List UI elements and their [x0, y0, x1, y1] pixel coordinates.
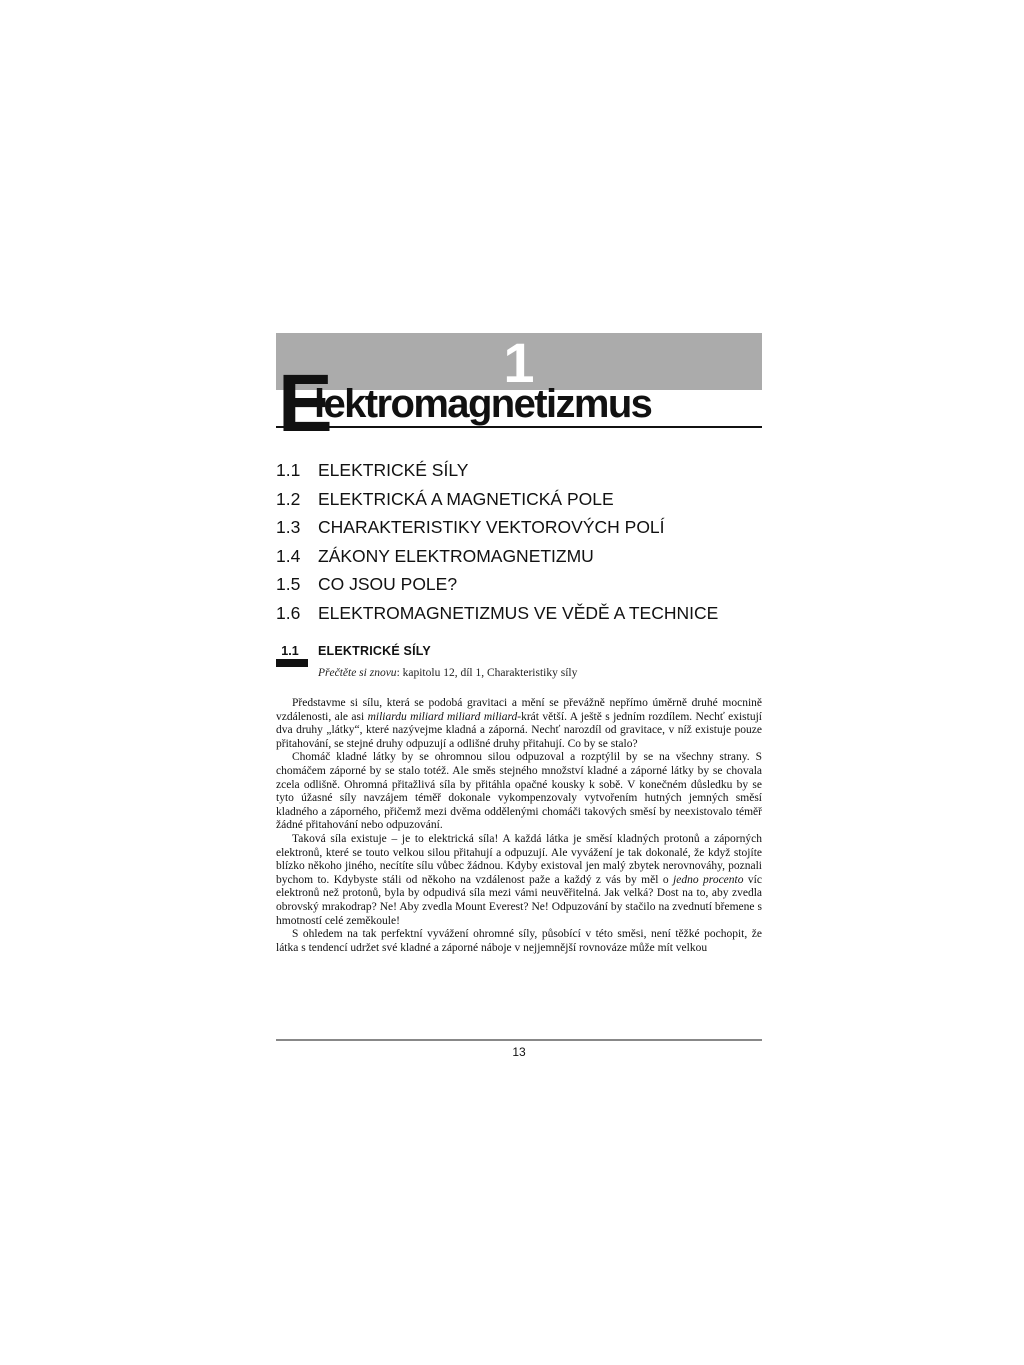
paragraph [276, 833, 762, 928]
paragraph-text: Představme si sílu, která se podobá gravitaci a mění se převážně nepřímo úměrně druhé mocnině vzdálenosti, ale asi [276, 697, 762, 723]
chapter-contents [276, 456, 762, 627]
toc-item-number: 1.6 [276, 602, 301, 623]
section-number-bar [276, 659, 308, 667]
body-text [276, 697, 762, 955]
toc-item [276, 485, 762, 514]
page-footer [276, 1039, 762, 1059]
chapter-title [276, 358, 762, 449]
paragraph [276, 697, 762, 751]
chapter-number: 1 [503, 331, 535, 394]
paragraph-text: víc elektronů než protonů, byla by odpudivá síla mezi vámi neuvěřitelná. Jak velká? Dost na to, aby zvedla obrovský mrakodrap? Ne! Aby zvedla Mount Everest? Ne! Odpuzování by stačilo na zvednutí břemene s hmotností celé zeměkoule! [276, 873, 762, 927]
toc-item [276, 599, 762, 628]
toc-item-number: 1.2 [276, 488, 301, 509]
reread-text: : kapitolu 12, díl 1, Charakteristiky síly [396, 667, 578, 679]
toc-item-title: ELEKTRICKÉ SÍLY [318, 460, 469, 480]
section-title: ELEKTRICKÉ SÍLY [318, 644, 431, 658]
toc-item-title: ZÁKONY ELEKTROMAGNETIZMU [318, 545, 594, 566]
paragraph-text: -krát větší. A ještě s jedním rozdílem. Nechť existují dva druhy „látky“, které nazývejme kladná a záporná. Nechť narozdíl od gravitace, v níž existuje pouze přitahování, se stejné druhy odpuzují a odlišné druhy přitahují. Co by se stalo? [276, 710, 762, 750]
reread-note [318, 665, 762, 681]
chapter-title-rest: lektromagnetizmus [314, 382, 652, 426]
toc-item-number: 1.3 [276, 517, 301, 537]
toc-item [276, 542, 762, 571]
emphasis-text: jedno procento [673, 873, 744, 886]
emphasis-text: miliardu miliard miliard miliard [367, 710, 518, 723]
book-page [276, 333, 762, 955]
toc-item [276, 456, 762, 485]
toc-item [276, 570, 762, 599]
toc-item-title: ELEKTRICKÁ A MAGNETICKÁ POLE [318, 488, 614, 509]
toc-item-title: ELEKTROMAGNETIZMUS VE VĚDĚ A TECHNICE [318, 602, 719, 623]
toc-item [276, 513, 762, 542]
page-number: 13 [512, 1045, 526, 1059]
chapter-title-initial: E [278, 358, 331, 449]
toc-item-title: CHARAKTERISTIKY VEKTOROVÝCH POLÍ [318, 517, 665, 537]
paragraph-text: Taková síla existuje – je to elektrická síla! A každá látka je směsí kladných protonů a záporných elektronů, které se touto velkou silou přitahují a odpuzují. Ale vyvážení je tak dokonalé, že když stojíte blízko někoho jiného, necítíte sílu vůbec žádnou. Kdyby existoval jen malý zbytek nerovnováhy, poznali bychom to. Kdybyste stáli od někoho na vzdálenost paže a každý z vás by měl o [276, 832, 762, 886]
section-number: 1.1 [276, 643, 304, 661]
section-heading [276, 643, 762, 663]
toc-item-title: CO JSOU POLE? [318, 574, 458, 594]
paragraph: Chomáč kladné látky by se ohromnou silou odpuzoval a rozptýlil by se na všechny strany. S chomáčem záporné by se stalo totéž. Ale směs stejného množství kladné a záporné látky by se chovala zcela odlišně. Ohromná přitažlivá síla by přitáhla opačné kousky k sobě. V konečném důsledku by se tyto úžasné síly navzájem téměř dokonale vykompenzovaly vytvořením hutných jemných směsí kladného a záporného, přičemž mezi dvěma oddělenými chomáči takových směsí by neexistovalo téměř žádné přitahování nebo odpuzování. [276, 751, 762, 832]
toc-item-number: 1.5 [276, 574, 301, 594]
toc-item-number: 1.4 [276, 545, 301, 566]
paragraph: S ohledem na tak perfektní vyvážení ohromné síly, působící v této směsi, není těžké pochopit, že látka s tendencí udržet své kladné a záporné náboje v nejjemnější rovnováze může mít velkou [276, 928, 762, 954]
toc-item-number: 1.1 [276, 460, 301, 480]
reread-label: Přečtěte si znovu [318, 667, 397, 679]
